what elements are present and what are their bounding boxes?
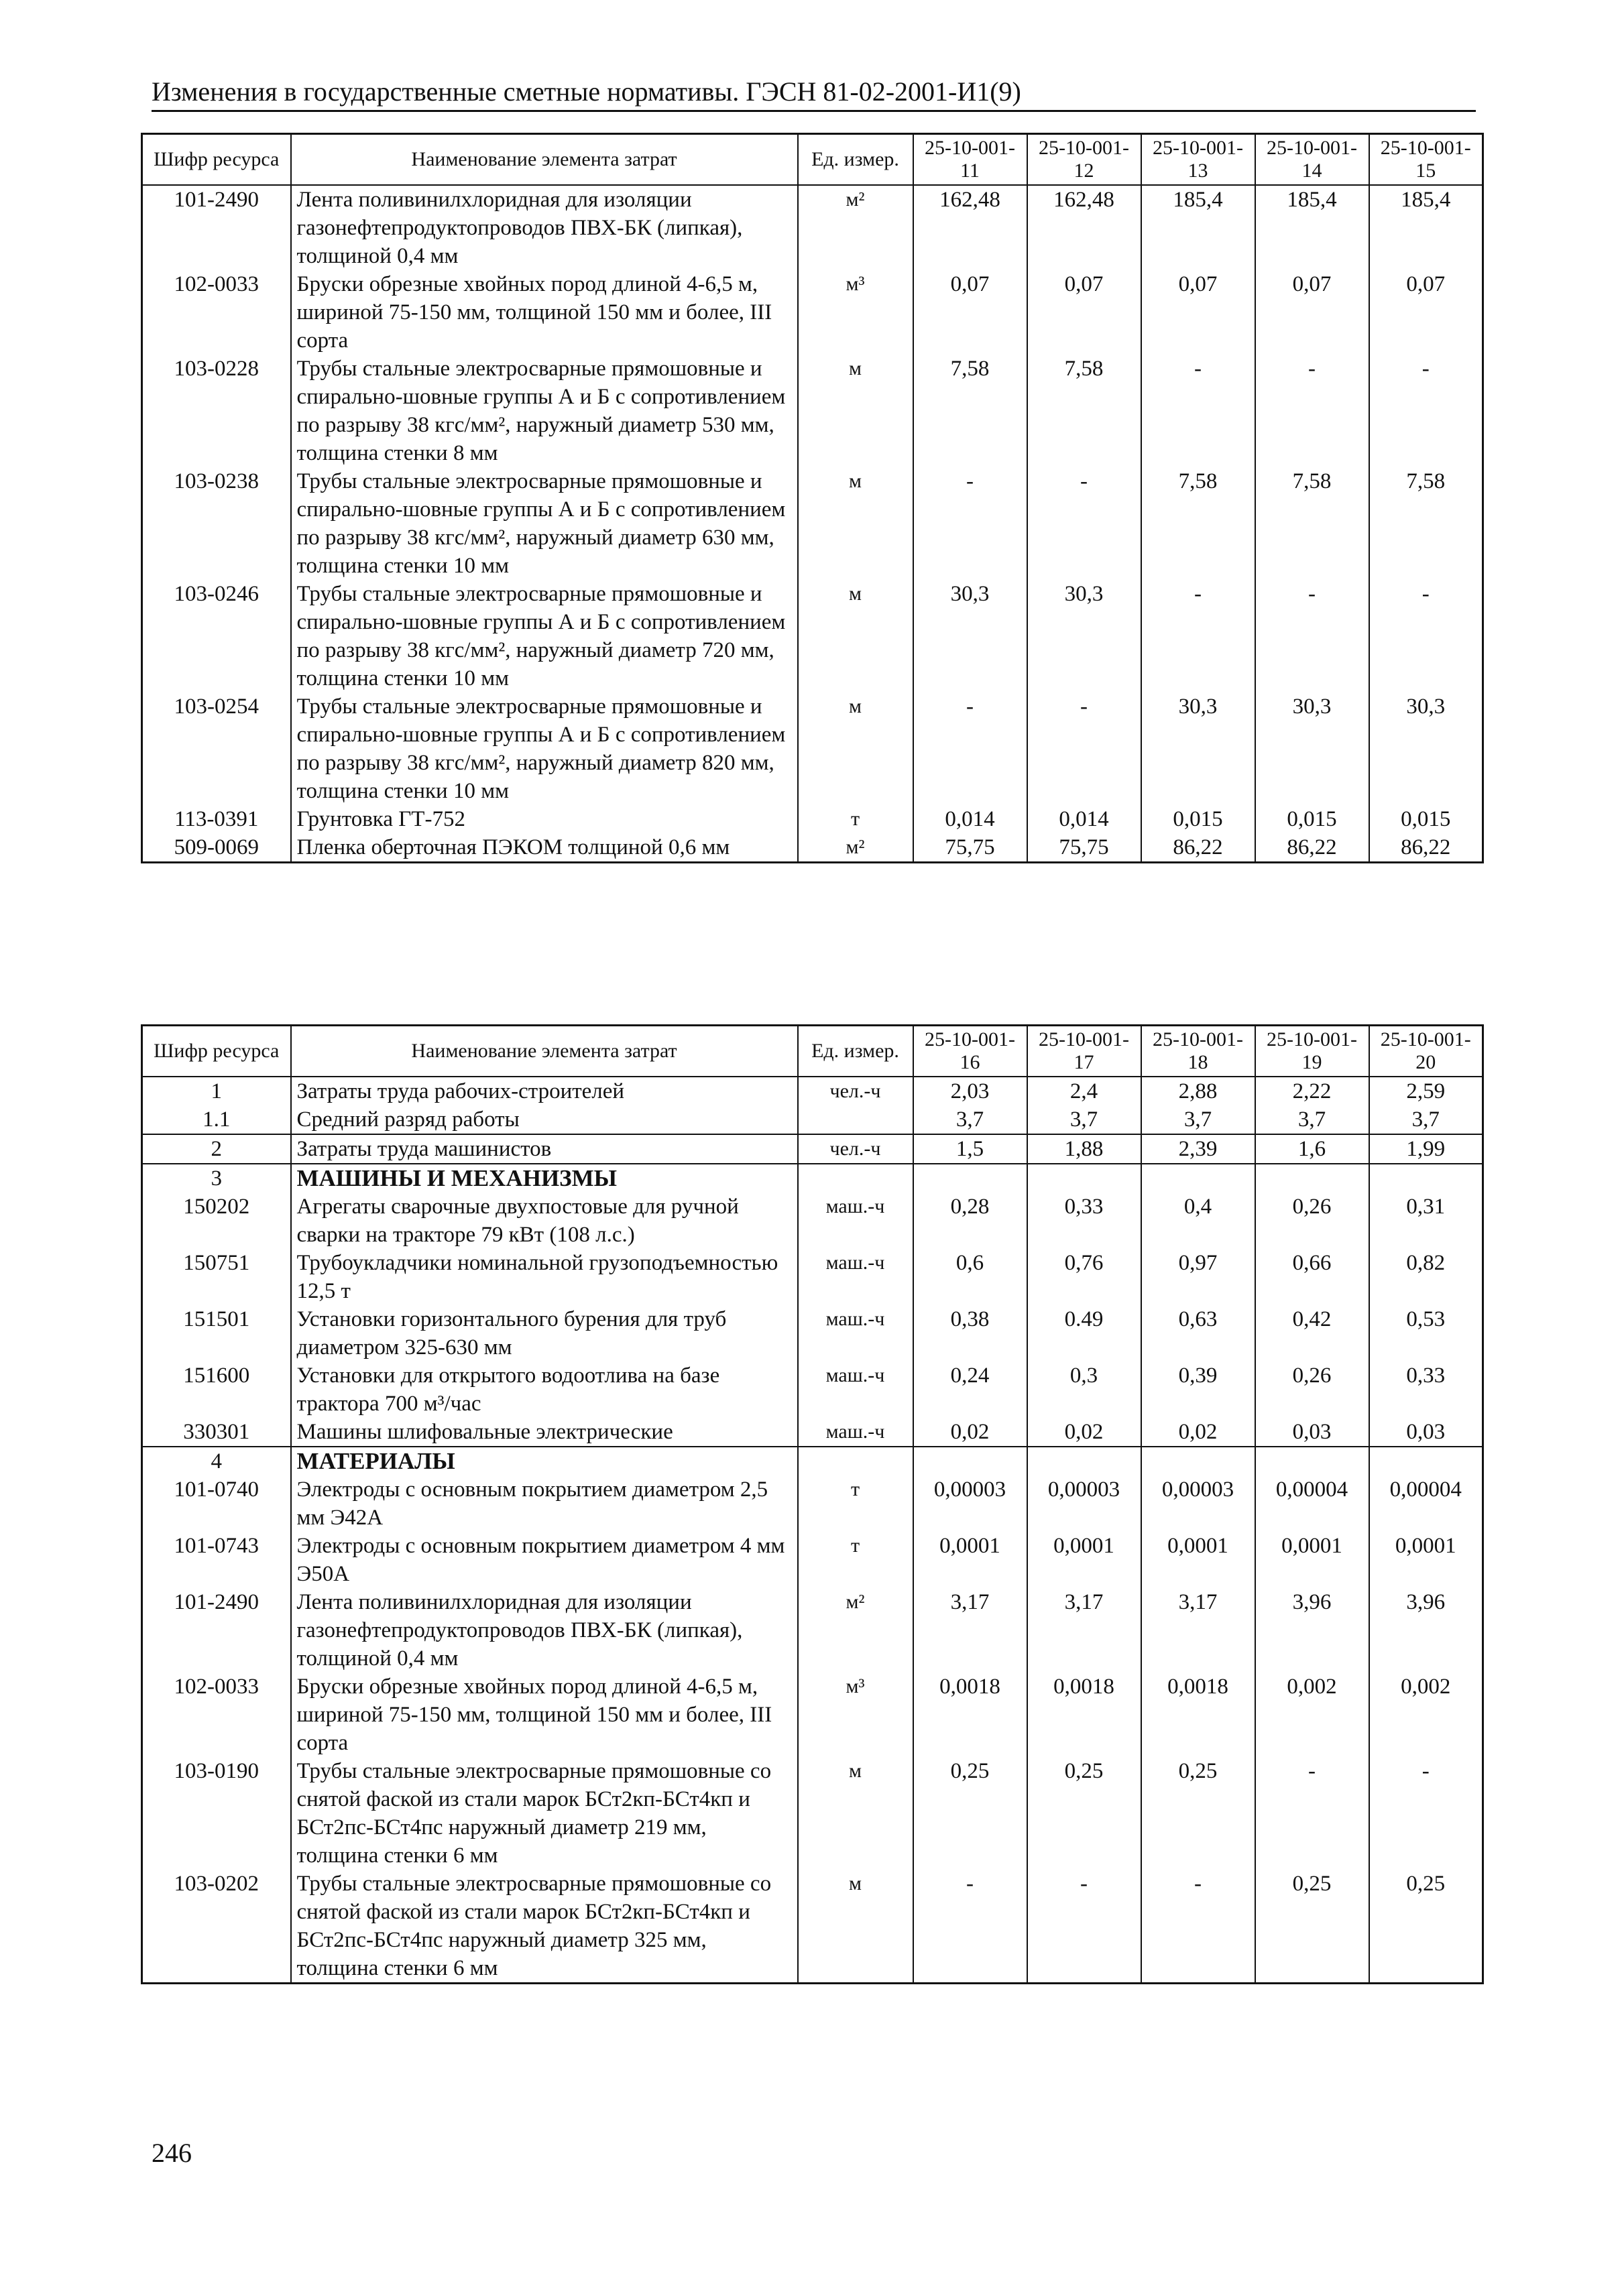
resource-name: Средний разряд работы [291, 1105, 798, 1134]
norm-value: 1,99 [1369, 1134, 1483, 1164]
norm-value: 0,66 [1255, 1249, 1369, 1305]
empty-cell [1369, 1447, 1483, 1475]
norm-value: 0,015 [1141, 805, 1255, 833]
material-row [142, 1532, 1483, 1588]
empty-cell [1369, 1164, 1483, 1193]
norm-value: 0,002 [1255, 1673, 1369, 1757]
norm-value: 0,015 [1255, 805, 1369, 833]
norm-value: 0,0001 [1027, 1532, 1141, 1588]
resource-code: 102-0033 [142, 270, 291, 355]
resource-name: Агрегаты сварочные двухпостовые для ручной сварки на тракторе 79 кВт (108 л.с.) [291, 1193, 798, 1249]
resource-code: 103-0228 [142, 355, 291, 467]
norm-value: 0,3 [1027, 1362, 1141, 1418]
norm-value: 0,25 [1369, 1870, 1483, 1984]
norm-value: - [913, 1870, 1027, 1984]
labor-row [142, 1105, 1483, 1134]
resource-name: Затраты труда машинистов [291, 1134, 798, 1164]
norm-value: 0,26 [1255, 1193, 1369, 1249]
resource-name: Машины шлифовальные электрические [291, 1418, 798, 1447]
norm-value: 0,00003 [1027, 1475, 1141, 1532]
resource-name: Электроды с основным покрытием диаметром 4 мм Э50А [291, 1532, 798, 1588]
resource-name: Грунтовка ГТ-752 [291, 805, 798, 833]
norm-value: 0,42 [1255, 1305, 1369, 1362]
unit-of-measure: м [798, 1870, 913, 1984]
unit-of-measure: т [798, 1532, 913, 1588]
norm-value: 0,25 [1141, 1757, 1255, 1870]
resource-code: 101-0743 [142, 1532, 291, 1588]
norm-value: 75,75 [913, 833, 1027, 863]
table-row [142, 355, 1483, 467]
resource-name: Бруски обрезные хвойных пород длиной 4-6,5 м, шириной 75-150 мм, толщиной 150 мм и более, III сорта [291, 1673, 798, 1757]
machine-row [142, 1249, 1483, 1305]
col-unit-header: Ед. измер. [798, 1026, 913, 1077]
col-code-header: Шифр ресурса [142, 1026, 291, 1077]
norm-value: 162,48 [1027, 185, 1141, 270]
norm-value: 30,3 [1141, 692, 1255, 805]
material-row [142, 1870, 1483, 1984]
col-norm-header: 25-10-001-14 [1255, 134, 1369, 186]
empty-cell [798, 1447, 913, 1475]
table-row [142, 805, 1483, 833]
norm-value: - [1255, 1757, 1369, 1870]
norm-value: 0,00003 [913, 1475, 1027, 1532]
section-row [142, 1447, 1483, 1475]
norm-value: 2,59 [1369, 1077, 1483, 1105]
norm-value: 0,25 [1255, 1870, 1369, 1984]
unit-of-measure: м [798, 692, 913, 805]
norm-value: 30,3 [1027, 580, 1141, 692]
norm-value: 7,58 [1369, 467, 1483, 580]
table-row [142, 185, 1483, 270]
col-norm-header: 25-10-001-20 [1369, 1026, 1483, 1077]
norm-value: 0,0001 [1255, 1532, 1369, 1588]
resource-code: 150202 [142, 1193, 291, 1249]
norm-value: 86,22 [1369, 833, 1483, 863]
norm-value: - [1141, 355, 1255, 467]
col-norm-header: 25-10-001-13 [1141, 134, 1255, 186]
resource-name: Лента поливинилхлоридная для изоляции газонефтепродуктопроводов ПВХ-БК (липкая), толщиной 0,4 мм [291, 185, 798, 270]
resource-code: 101-0740 [142, 1475, 291, 1532]
col-norm-header: 25-10-001-12 [1027, 134, 1141, 186]
unit-of-measure: м² [798, 185, 913, 270]
resource-code: 151600 [142, 1362, 291, 1418]
norm-value: 0,33 [1369, 1362, 1483, 1418]
norm-value: 0.49 [1027, 1305, 1141, 1362]
resource-name: Бруски обрезные хвойных пород длиной 4-6,5 м, шириной 75-150 мм, толщиной 150 мм и более, III сорта [291, 270, 798, 355]
norm-value: 30,3 [1255, 692, 1369, 805]
norm-value: 3,7 [1141, 1105, 1255, 1134]
unit-of-measure [798, 1105, 913, 1134]
norm-value: 0,07 [1027, 270, 1141, 355]
norm-value: 3,17 [913, 1588, 1027, 1673]
norm-value: - [913, 692, 1027, 805]
norm-value: 0,07 [1255, 270, 1369, 355]
norm-value: - [1255, 580, 1369, 692]
col-norm-header: 25-10-001-17 [1027, 1026, 1141, 1077]
resource-code: 103-0190 [142, 1757, 291, 1870]
norm-value: 185,4 [1255, 185, 1369, 270]
unit-of-measure: м² [798, 1588, 913, 1673]
norm-value: 2,22 [1255, 1077, 1369, 1105]
norm-value: 0,0018 [913, 1673, 1027, 1757]
norm-value: - [1369, 1757, 1483, 1870]
unit-of-measure: м [798, 355, 913, 467]
resource-name: Трубы стальные электросварные прямошовные со снятой фаской из стали марок БСт2кп-БСт4кп и БСт2пс-БСт4пс наружный диаметр 325 мм, толщина стенки 6 мм [291, 1870, 798, 1984]
norm-value: - [1369, 580, 1483, 692]
norm-value: 75,75 [1027, 833, 1141, 863]
resource-code: 151501 [142, 1305, 291, 1362]
norm-value: 1,5 [913, 1134, 1027, 1164]
resource-table-2 [141, 1024, 1484, 1984]
resource-code: 103-0202 [142, 1870, 291, 1984]
col-name-header: Наименование элемента затрат [291, 1026, 798, 1077]
resource-code: 330301 [142, 1418, 291, 1447]
unit-of-measure: маш.-ч [798, 1249, 913, 1305]
norm-value: 0,6 [913, 1249, 1027, 1305]
norm-value: 0,002 [1369, 1673, 1483, 1757]
norm-value: 1,88 [1027, 1134, 1141, 1164]
machine-row [142, 1362, 1483, 1418]
norm-value: 0,0001 [1369, 1532, 1483, 1588]
resource-code: 101-2490 [142, 1588, 291, 1673]
norm-value: 30,3 [913, 580, 1027, 692]
norm-value: 0,0018 [1141, 1673, 1255, 1757]
material-row [142, 1475, 1483, 1532]
norm-value: 0,0001 [913, 1532, 1027, 1588]
norm-value: 185,4 [1141, 185, 1255, 270]
col-name-header: Наименование элемента затрат [291, 134, 798, 186]
table-row [142, 270, 1483, 355]
norm-value: 0,97 [1141, 1249, 1255, 1305]
resource-name: Лента поливинилхлоридная для изоляции газонефтепродуктопроводов ПВХ-БК (липкая), толщиной 0,4 мм [291, 1588, 798, 1673]
norm-value: 3,7 [1255, 1105, 1369, 1134]
norm-value: 0,28 [913, 1193, 1027, 1249]
table-row [142, 467, 1483, 580]
norm-value: 0,00004 [1369, 1475, 1483, 1532]
table-row [142, 833, 1483, 863]
labor-row [142, 1077, 1483, 1105]
resource-name: Электроды с основным покрытием диаметром 2,5 мм Э42А [291, 1475, 798, 1532]
table-row [142, 692, 1483, 805]
unit-of-measure: м [798, 580, 913, 692]
norm-value: 86,22 [1255, 833, 1369, 863]
norm-value: 0,02 [1027, 1418, 1141, 1447]
norm-value: 0,03 [1255, 1418, 1369, 1447]
norm-value: 3,17 [1141, 1588, 1255, 1673]
resource-code: 103-0246 [142, 580, 291, 692]
unit-of-measure: чел.-ч [798, 1134, 913, 1164]
norm-value: 0,31 [1369, 1193, 1483, 1249]
norm-value: 0,07 [1141, 270, 1255, 355]
norm-value: 0,25 [1027, 1757, 1141, 1870]
section-title: МАШИНЫ И МЕХАНИЗМЫ [291, 1164, 798, 1193]
empty-cell [1141, 1447, 1255, 1475]
resource-code: 150751 [142, 1249, 291, 1305]
resource-name: Установки для открытого водоотлива на базе трактора 700 м³/час [291, 1362, 798, 1418]
resource-name: Трубы стальные электросварные прямошовные и спирально-шовные группы А и Б с сопротивлением по разрыву 38 кгс/мм², наружный диаметр 530 мм, толщина стенки 8 мм [291, 355, 798, 467]
norm-value: - [1027, 1870, 1141, 1984]
unit-of-measure: маш.-ч [798, 1193, 913, 1249]
norm-value: 3,7 [1369, 1105, 1483, 1134]
col-code-header: Шифр ресурса [142, 134, 291, 186]
norm-value: 0,0018 [1027, 1673, 1141, 1757]
norm-value: 0,00004 [1255, 1475, 1369, 1532]
col-norm-header: 25-10-001-16 [913, 1026, 1027, 1077]
resource-name: Затраты труда рабочих-строителей [291, 1077, 798, 1105]
table-header-row [142, 134, 1483, 186]
norm-value: 0,03 [1369, 1418, 1483, 1447]
norm-value: 1,6 [1255, 1134, 1369, 1164]
norm-value: 0,014 [913, 805, 1027, 833]
empty-cell [1027, 1447, 1141, 1475]
norm-value: 0,014 [1027, 805, 1141, 833]
norm-value: 0,24 [913, 1362, 1027, 1418]
norm-value: 162,48 [913, 185, 1027, 270]
section-code: 3 [142, 1164, 291, 1193]
norm-value: 0,82 [1369, 1249, 1483, 1305]
norm-value: - [1027, 467, 1141, 580]
norm-value: 3,7 [1027, 1105, 1141, 1134]
norm-value: 0,53 [1369, 1305, 1483, 1362]
norm-value: 2,88 [1141, 1077, 1255, 1105]
resource-code: 102-0033 [142, 1673, 291, 1757]
norm-value: 2,03 [913, 1077, 1027, 1105]
unit-of-measure: м [798, 1757, 913, 1870]
norm-value: 0,07 [1369, 270, 1483, 355]
unit-of-measure: т [798, 805, 913, 833]
empty-cell [1255, 1447, 1369, 1475]
col-norm-header: 25-10-001-15 [1369, 134, 1483, 186]
unit-of-measure: м³ [798, 270, 913, 355]
norm-value: - [913, 467, 1027, 580]
norm-value: 0,26 [1255, 1362, 1369, 1418]
machinist-row [142, 1134, 1483, 1164]
resource-name: Трубы стальные электросварные прямошовные и спирально-шовные группы А и Б с сопротивлением по разрыву 38 кгс/мм², наружный диаметр 720 мм, толщина стенки 10 мм [291, 580, 798, 692]
unit-of-measure: маш.-ч [798, 1362, 913, 1418]
unit-of-measure: чел.-ч [798, 1077, 913, 1105]
table-row [142, 580, 1483, 692]
resource-name: Трубы стальные электросварные прямошовные со снятой фаской из стали марок БСт2кп-БСт4кп и БСт2пс-БСт4пс наружный диаметр 219 мм, толщина стенки 6 мм [291, 1757, 798, 1870]
resource-code: 2 [142, 1134, 291, 1164]
norm-value: 0,76 [1027, 1249, 1141, 1305]
norm-value: - [1255, 355, 1369, 467]
table-header-row [142, 1026, 1483, 1077]
material-row [142, 1673, 1483, 1757]
empty-cell [913, 1164, 1027, 1193]
resource-code: 509-0069 [142, 833, 291, 863]
norm-value: 2,4 [1027, 1077, 1141, 1105]
page-header: Изменения в государственные сметные нормативы. ГЭСН 81-02-2001-И1(9) [152, 75, 1476, 112]
resource-code: 1.1 [142, 1105, 291, 1134]
norm-value: 7,58 [1027, 355, 1141, 467]
norm-value: - [1369, 355, 1483, 467]
section-title: МАТЕРИАЛЫ [291, 1447, 798, 1475]
col-unit-header: Ед. измер. [798, 134, 913, 186]
unit-of-measure: м² [798, 833, 913, 863]
col-norm-header: 25-10-001-19 [1255, 1026, 1369, 1077]
norm-value: - [1027, 692, 1141, 805]
norm-value: 7,58 [1141, 467, 1255, 580]
resource-name: Установки горизонтального бурения для труб диаметром 325-630 мм [291, 1305, 798, 1362]
resource-code: 103-0254 [142, 692, 291, 805]
norm-value: 0,0001 [1141, 1532, 1255, 1588]
material-row [142, 1757, 1483, 1870]
norm-value: 3,96 [1369, 1588, 1483, 1673]
section-row [142, 1164, 1483, 1193]
resource-name: Трубоукладчики номинальной грузоподъемностью 12,5 т [291, 1249, 798, 1305]
section-code: 4 [142, 1447, 291, 1475]
unit-of-measure: маш.-ч [798, 1305, 913, 1362]
norm-value: 185,4 [1369, 185, 1483, 270]
resource-name: Пленка оберточная ПЭКОМ толщиной 0,6 мм [291, 833, 798, 863]
norm-value: 2,39 [1141, 1134, 1255, 1164]
norm-value: 3,17 [1027, 1588, 1141, 1673]
empty-cell [1255, 1164, 1369, 1193]
norm-value: 0,39 [1141, 1362, 1255, 1418]
resource-code: 1 [142, 1077, 291, 1105]
resource-code: 103-0238 [142, 467, 291, 580]
norm-value: 3,96 [1255, 1588, 1369, 1673]
norm-value: 86,22 [1141, 833, 1255, 863]
norm-value: 0,02 [913, 1418, 1027, 1447]
resource-name: Трубы стальные электросварные прямошовные и спирально-шовные группы А и Б с сопротивлением по разрыву 38 кгс/мм², наружный диаметр 630 мм, толщина стенки 10 мм [291, 467, 798, 580]
norm-value: 0,63 [1141, 1305, 1255, 1362]
unit-of-measure: м³ [798, 1673, 913, 1757]
norm-value: 3,7 [913, 1105, 1027, 1134]
unit-of-measure: маш.-ч [798, 1418, 913, 1447]
resource-code: 113-0391 [142, 805, 291, 833]
empty-cell [798, 1164, 913, 1193]
norm-value: 0,00003 [1141, 1475, 1255, 1532]
resource-code: 101-2490 [142, 185, 291, 270]
resource-name: Трубы стальные электросварные прямошовные и спирально-шовные группы А и Б с сопротивлением по разрыву 38 кгс/мм², наружный диаметр 820 мм, толщина стенки 10 мм [291, 692, 798, 805]
empty-cell [1141, 1164, 1255, 1193]
unit-of-measure: м [798, 467, 913, 580]
resource-table-1 [141, 133, 1484, 863]
norm-value: - [1141, 580, 1255, 692]
norm-value: 0,02 [1141, 1418, 1255, 1447]
norm-value: 30,3 [1369, 692, 1483, 805]
empty-cell [913, 1447, 1027, 1475]
page-number: 246 [152, 2138, 192, 2168]
machine-row [142, 1193, 1483, 1249]
norm-value: 0,33 [1027, 1193, 1141, 1249]
machine-row [142, 1418, 1483, 1447]
empty-cell [1027, 1164, 1141, 1193]
norm-value: 0,015 [1369, 805, 1483, 833]
norm-value: 0,25 [913, 1757, 1027, 1870]
norm-value: 0,38 [913, 1305, 1027, 1362]
norm-value: 7,58 [1255, 467, 1369, 580]
col-norm-header: 25-10-001-18 [1141, 1026, 1255, 1077]
machine-row [142, 1305, 1483, 1362]
col-norm-header: 25-10-001-11 [913, 134, 1027, 186]
norm-value: - [1141, 1870, 1255, 1984]
norm-value: 0,4 [1141, 1193, 1255, 1249]
norm-value: 0,07 [913, 270, 1027, 355]
unit-of-measure: т [798, 1475, 913, 1532]
norm-value: 7,58 [913, 355, 1027, 467]
material-row [142, 1588, 1483, 1673]
